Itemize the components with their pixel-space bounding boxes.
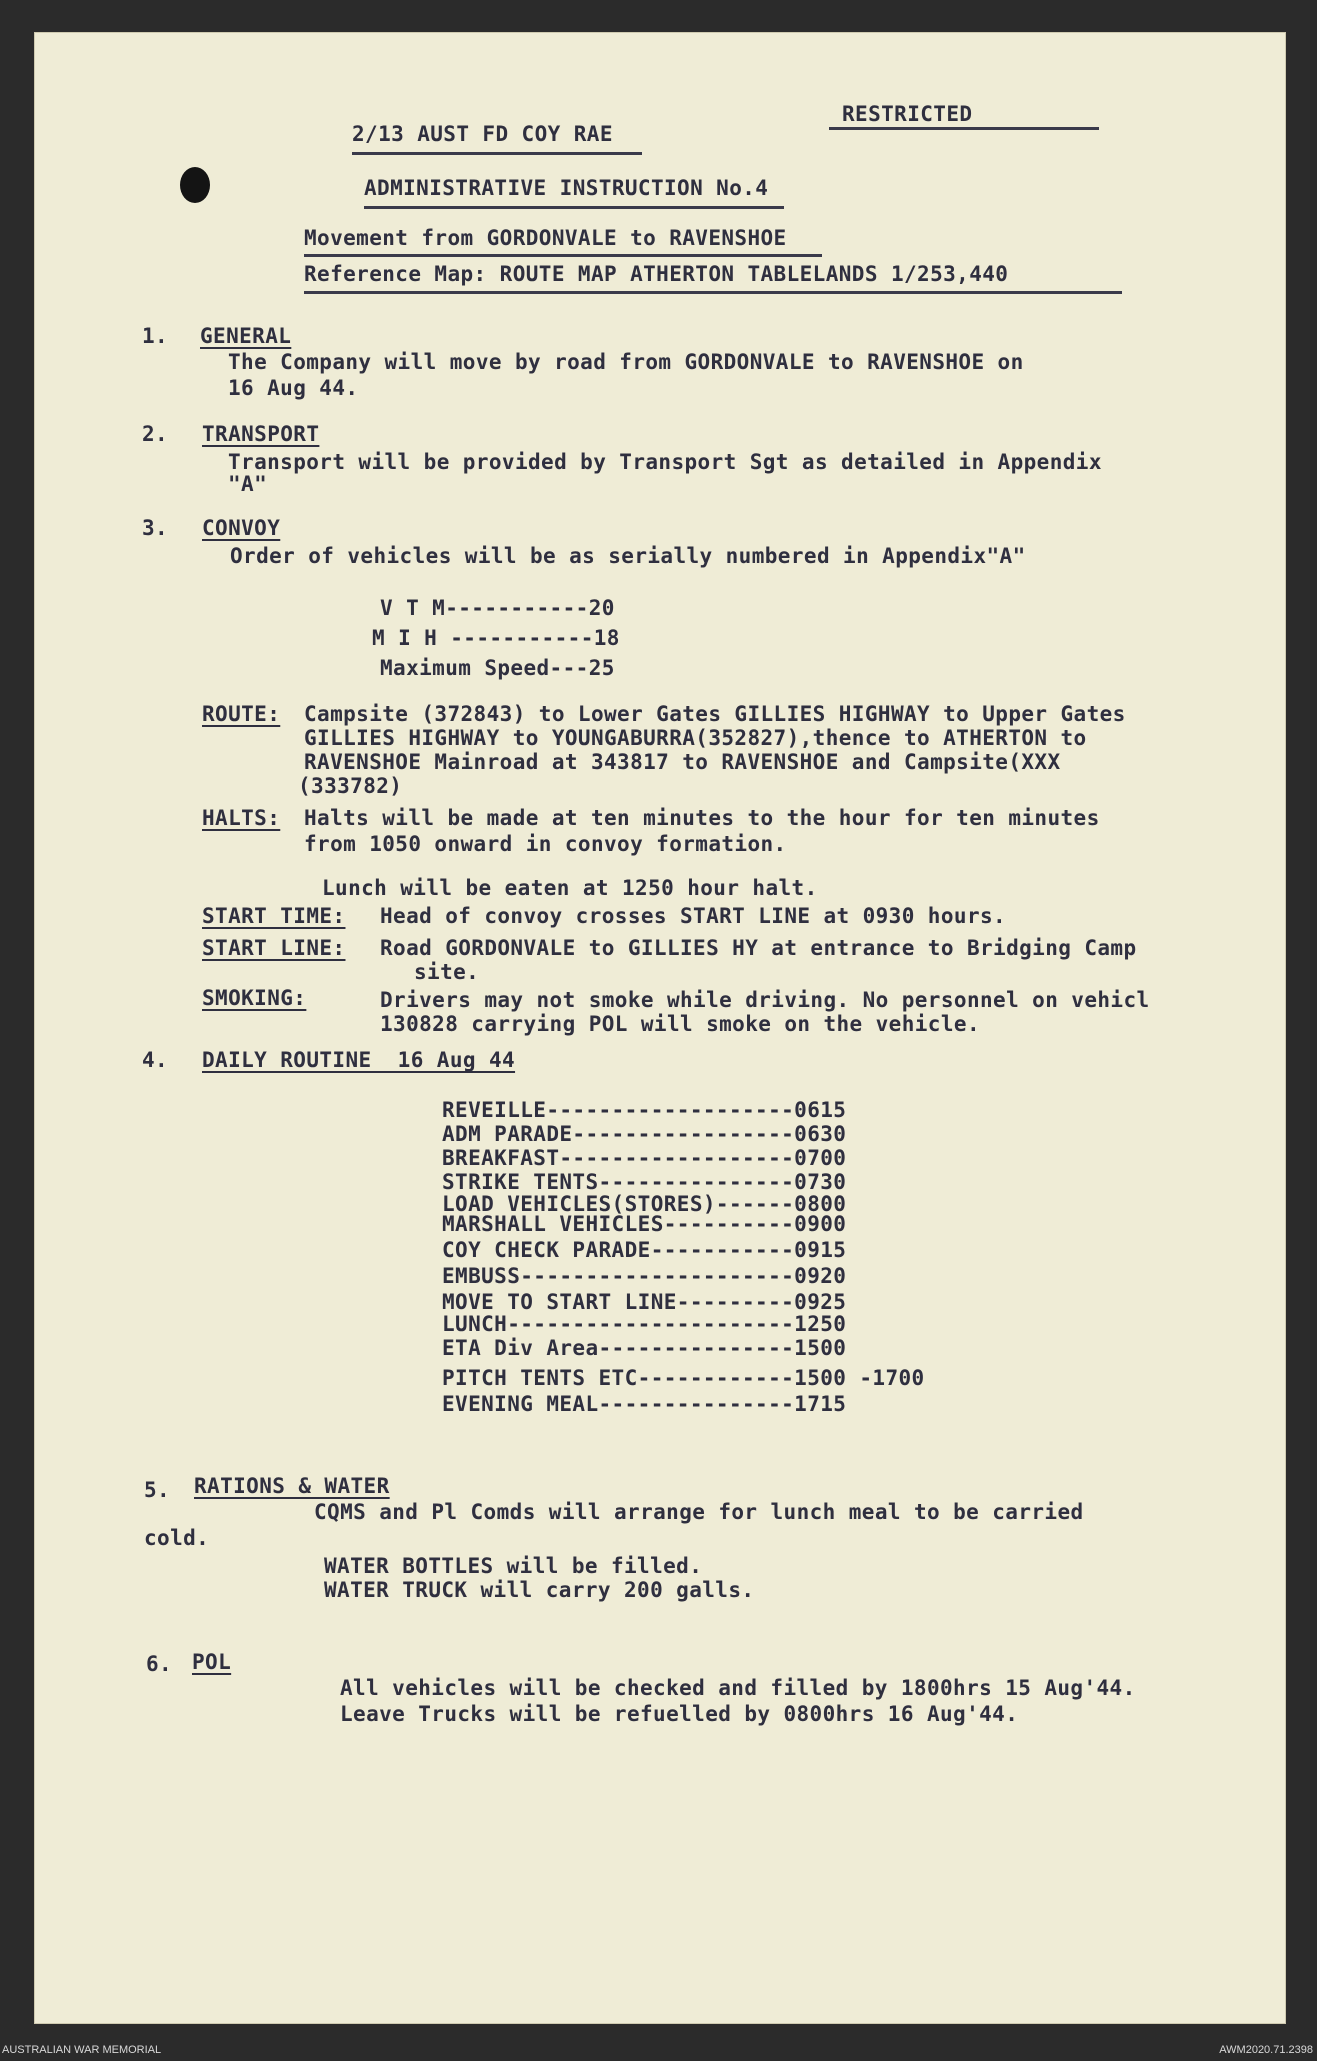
title-underline (364, 206, 784, 209)
section-5-line: cold. (144, 1526, 210, 1550)
route-label: ROUTE: (202, 702, 281, 726)
reference-underline (304, 291, 1122, 294)
section-4-number: 4. (142, 1048, 169, 1072)
section-5-number: 5. (144, 1478, 171, 1502)
section-5-line: CQMS and Pl Comds will arrange for lunch meal to be carried (314, 1500, 1084, 1524)
smoking-label: SMOKING: (202, 986, 307, 1010)
halts-line: Halts will be made at ten minutes to the hour for ten minutes (304, 806, 1100, 830)
section-3-number: 3. (142, 516, 169, 540)
routine-line: EVENING MEAL---------------1715 (442, 1392, 847, 1416)
section-6-line: All vehicles will be checked and filled by 1800hrs 15 Aug'44. (340, 1676, 1136, 1700)
smoking-line: 130828 carrying POL will smoke on the vehicle. (380, 1012, 980, 1036)
routine-line: ETA Div Area---------------1500 (442, 1336, 847, 1360)
section-6-line: Leave Trucks will be refuelled by 0800hrs 16 Aug'44. (340, 1702, 1019, 1726)
section-1-line: The Company will move by road from GORDONVALE to RAVENSHOE on (228, 350, 1024, 374)
routine-line: EMBUSS---------------------0920 (442, 1264, 847, 1288)
routine-line: LUNCH----------------------1250 (442, 1312, 847, 1336)
section-5-line: WATER TRUCK will carry 200 galls. (324, 1578, 755, 1602)
reference-map: Reference Map: ROUTE MAP ATHERTON TABLELANDS 1/253,440 (304, 262, 1009, 286)
classification-stamp: RESTRICTED (842, 102, 973, 126)
subject-underline (304, 254, 822, 257)
start-line-label: START LINE: (202, 936, 346, 960)
start-line-text: Road GORDONVALE to GILLIES HY at entrance to Bridging Camp (380, 936, 1137, 960)
section-1-heading: GENERAL (200, 324, 292, 348)
routine-line: LOAD VEHICLES(STORES)------0800 (442, 1192, 847, 1216)
document-title: ADMINISTRATIVE INSTRUCTION No.4 (364, 176, 769, 200)
speed-line: Maximum Speed---25 (380, 656, 615, 680)
route-line: Campsite (372843) to Lower Gates GILLIES HIGHWAY to Upper Gates (304, 702, 1126, 726)
section-2-heading: TRANSPORT (202, 422, 320, 446)
document-page (34, 32, 1286, 2024)
routine-line: ADM PARADE-----------------0630 (442, 1122, 847, 1146)
footer-catalogue-id: AWM2020.71.2398 (1219, 2044, 1313, 2056)
section-2-number: 2. (142, 422, 169, 446)
punch-hole (180, 167, 210, 203)
section-2-line: "A" (228, 472, 268, 496)
section-5-line: WATER BOTTLES will be filled. (324, 1554, 703, 1578)
section-6-heading: POL (192, 1650, 232, 1674)
section-6-number: 6. (146, 1652, 173, 1676)
lunch-line: Lunch will be eaten at 1250 hour halt. (322, 876, 818, 900)
section-1-line: 16 Aug 44. (228, 376, 359, 400)
routine-line: REVEILLE-------------------0615 (442, 1098, 847, 1122)
section-3-heading: CONVOY (202, 516, 281, 540)
routine-line: PITCH TENTS ETC------------1500 -1700 (442, 1366, 925, 1390)
routine-line: MARSHALL VEHICLES----------0900 (442, 1212, 847, 1236)
start-time-label: START TIME: (202, 904, 346, 928)
footer-source: AUSTRALIAN WAR MEMORIAL (2, 2044, 162, 2056)
smoking-line: Drivers may not smoke while driving. No personnel on vehicl (380, 988, 1150, 1012)
start-time-text: Head of convoy crosses START LINE at 0930 hours. (380, 904, 1007, 928)
halts-line: from 1050 onward in convoy formation. (304, 832, 787, 856)
unit-title: 2/13 AUST FD COY RAE (352, 122, 613, 146)
speed-line: M I H -----------18 (372, 626, 620, 650)
document-subject: Movement from GORDONVALE to RAVENSHOE (304, 226, 787, 250)
convoy-order-line: Order of vehicles will be as serially numbered in Appendix"A" (230, 544, 1026, 568)
route-line: RAVENSHOE Mainroad at 343817 to RAVENSHOE and Campsite(XXX (304, 750, 1061, 774)
routine-line: BREAKFAST------------------0700 (442, 1146, 847, 1170)
halts-label: HALTS: (202, 806, 281, 830)
section-1-number: 1. (142, 324, 169, 348)
routine-line: MOVE TO START LINE---------0925 (442, 1290, 847, 1314)
section-5-heading: RATIONS & WATER (194, 1474, 390, 1498)
routine-line: COY CHECK PARADE-----------0915 (442, 1238, 847, 1262)
routine-line: STRIKE TENTS---------------0730 (442, 1170, 847, 1194)
section-4-heading: DAILY ROUTINE 16 Aug 44 (202, 1048, 516, 1072)
speed-line: V T M-----------20 (380, 596, 615, 620)
route-line: GILLIES HIGHWAY to YOUNGABURRA(352827),thence to ATHERTON to (304, 726, 1087, 750)
unit-underline (352, 152, 642, 155)
start-line-text: site. (414, 960, 480, 984)
classification-underline (829, 127, 1099, 130)
section-2-line: Transport will be provided by Transport Sgt as detailed in Appendix (228, 450, 1102, 474)
route-line: (333782) (298, 774, 403, 798)
